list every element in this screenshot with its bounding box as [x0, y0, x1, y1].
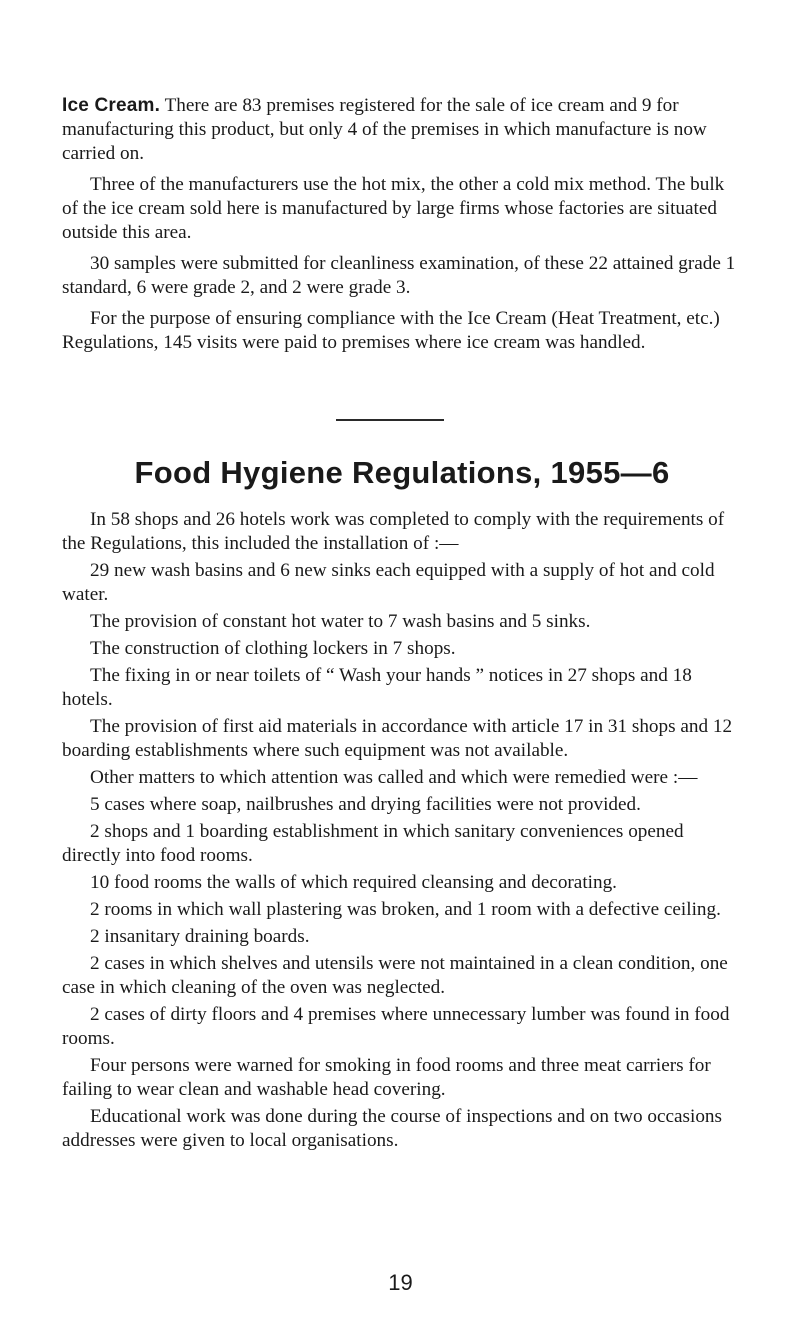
section-divider — [336, 419, 444, 421]
other-matters-intro: Other matters to which attention was called and which were remedied were :— — [90, 767, 698, 788]
ice-cream-paragraph-1 — [62, 94, 742, 166]
installation-item-1: 29 new wash basins and 6 new sinks each equipped with a supply of hot and cold water. — [62, 560, 715, 605]
ice-cream-paragraph-2: Three of the manufacturers use the hot mix, the other a cold mix method. The bulk of the ice cream sold here is manufactured by large firms whose factories are situated outside this area. — [62, 174, 725, 243]
other-matter-9: Educational work was done during the course of inspections and on two occasions addresses were given to local organisations. — [62, 1106, 722, 1151]
document-page — [62, 94, 742, 1156]
ice-cream-paragraph-4: For the purpose of ensuring compliance with the Ice Cream (Heat Treatment, etc.) Regulations, 145 visits were paid to premises where ice cream was handled. — [62, 308, 720, 353]
other-matter-7: 2 cases of dirty floors and 4 premises where unnecessary lumber was found in food rooms. — [62, 1004, 730, 1049]
ice-cream-paragraph-1-text: There are 83 premises registered for the sale of ice cream and 9 for manufacturing this product, but only 4 of the premises in which manufacture is now carried on. — [62, 95, 707, 164]
ice-cream-lead: Ice Cream. — [62, 95, 161, 116]
other-matter-2: 2 shops and 1 boarding establishment in which sanitary conveniences opened directly into food rooms. — [62, 821, 684, 866]
installation-item-5: The provision of first aid materials in accordance with article 17 in 31 shops and 12 boarding establishments where such equipment was not available. — [62, 716, 733, 761]
food-hygiene-intro: In 58 shops and 26 hotels work was completed to comply with the requirements of the Regulations, this included the installation of :— — [62, 509, 725, 554]
food-hygiene-heading: Food Hygiene Regulations, 1955—6 — [134, 455, 670, 490]
installation-item-2: The provision of constant hot water to 7 wash basins and 5 sinks. — [90, 611, 591, 632]
page-number: 19 — [388, 1270, 413, 1295]
ice-cream-section — [62, 94, 742, 355]
other-matter-1: 5 cases where soap, nailbrushes and drying facilities were not provided. — [90, 794, 641, 815]
other-matter-3: 10 food rooms the walls of which required cleansing and decorating. — [90, 872, 617, 893]
other-matter-5: 2 insanitary draining boards. — [90, 926, 310, 947]
other-matter-6: 2 cases in which shelves and utensils were not maintained in a clean condition, one case in which cleaning of the oven was neglected. — [62, 953, 728, 998]
installation-item-3: The construction of clothing lockers in 7 shops. — [90, 638, 456, 659]
other-matter-8: Four persons were warned for smoking in food rooms and three meat carriers for failing to wear clean and washable head covering. — [62, 1055, 711, 1100]
other-matter-4: 2 rooms in which wall plastering was broken, and 1 room with a defective ceiling. — [90, 899, 721, 920]
food-hygiene-section — [62, 455, 742, 1153]
ice-cream-paragraph-3: 30 samples were submitted for cleanliness examination, of these 22 attained grade 1 standard, 6 were grade 2, and 2 were grade 3. — [62, 253, 736, 298]
installation-item-4: The fixing in or near toilets of “ Wash your hands ” notices in 27 shops and 18 hotels. — [62, 665, 692, 710]
